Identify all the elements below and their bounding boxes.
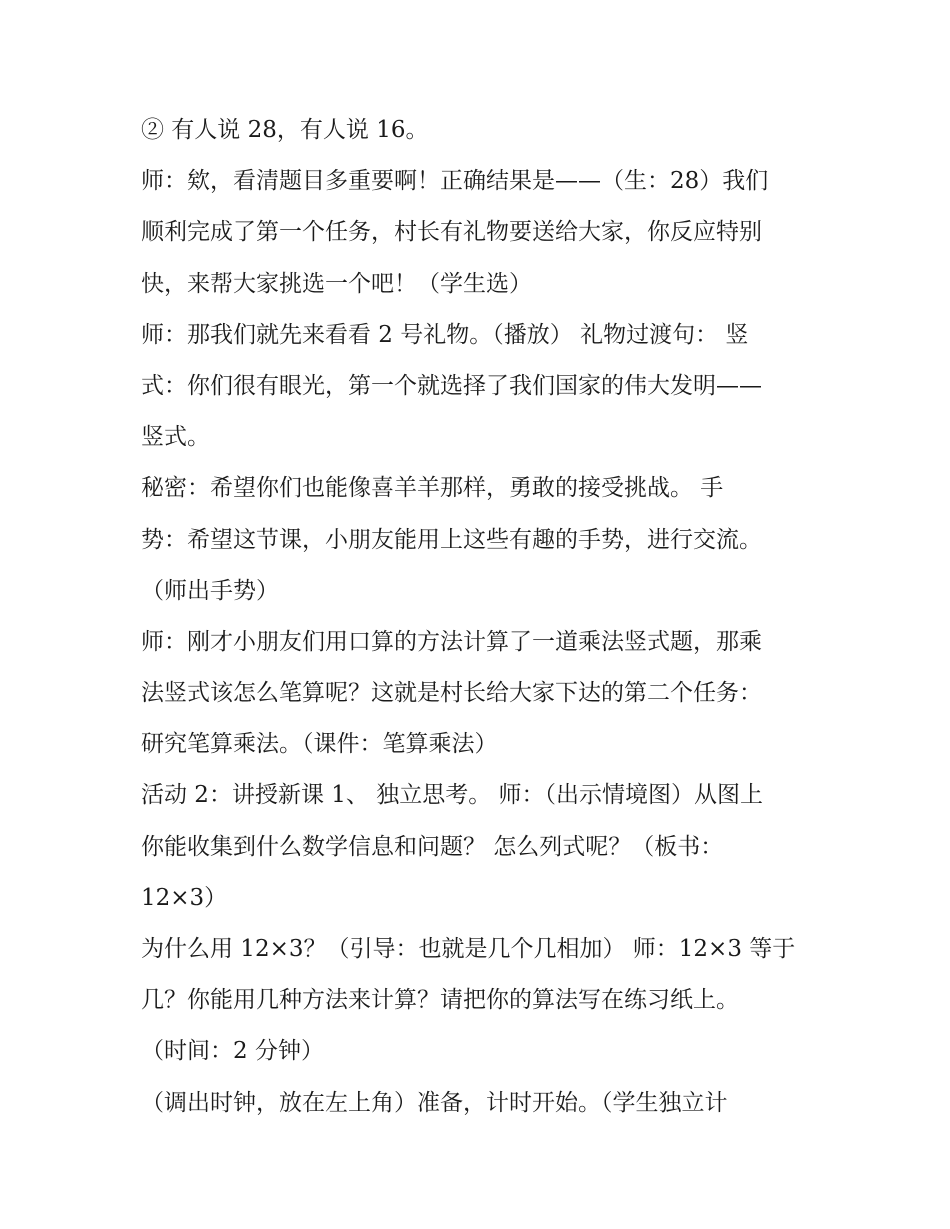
text-line: ② 有人说 28，有人说 16。 — [141, 117, 429, 143]
text-line: 竖式。 — [141, 424, 210, 451]
text-line: 几？你能用几种方法来计算？请把你的算法写在练习纸上。 — [141, 987, 739, 1014]
document-body — [141, 105, 831, 1129]
text-line: （时间：2 分钟） — [141, 1038, 324, 1065]
text-line: 研究笔算乘法。（课件：笔算乘法） — [141, 731, 498, 758]
text-line: 师：那我们就先来看看 2 号礼物。（播放） 礼物过渡句： 竖 — [141, 321, 749, 348]
text-line: 快，来帮大家挑选一个吧！（学生选） — [141, 270, 532, 297]
text-line: 势：希望这节课，小朋友能用上这些有趣的手势，进行交流。 — [141, 526, 762, 553]
text-line: 为什么用 12×3？（引导：也就是几个几相加） 师：12×3 等于 — [141, 936, 796, 962]
text-line: 顺利完成了第一个任务，村长有礼物要送给大家，你反应特别 — [141, 219, 762, 246]
text-line: 秘密：希望你们也能像喜羊羊那样，勇敢的接受挑战。 手 — [141, 475, 724, 502]
text-line: 式：你们很有眼光，第一个就选择了我们国家的伟大发明—— — [141, 372, 762, 399]
text-line: （调出时钟，放在左上角）准备，计时开始。（学生独立计 — [141, 1089, 728, 1116]
text-line: 你能收集到什么数学信息和问题？ 怎么列式呢？（板书： — [141, 833, 724, 860]
text-line: 师：欸，看清题目多重要啊！正确结果是——（生：28）我们 — [141, 168, 769, 195]
text-line: 师：刚才小朋友们用口算的方法计算了一道乘法竖式题，那乘 — [141, 628, 762, 655]
text-line: 12×3） — [141, 884, 228, 911]
text-line: 法竖式该怎么笔算呢？这就是村长给大家下达的第二个任务： — [141, 680, 762, 707]
text-line: （师出手势） — [141, 577, 279, 604]
text-line: 活动 2：讲授新课 1、 独立思考。 师：（出示情境图）从图上 — [141, 782, 764, 809]
